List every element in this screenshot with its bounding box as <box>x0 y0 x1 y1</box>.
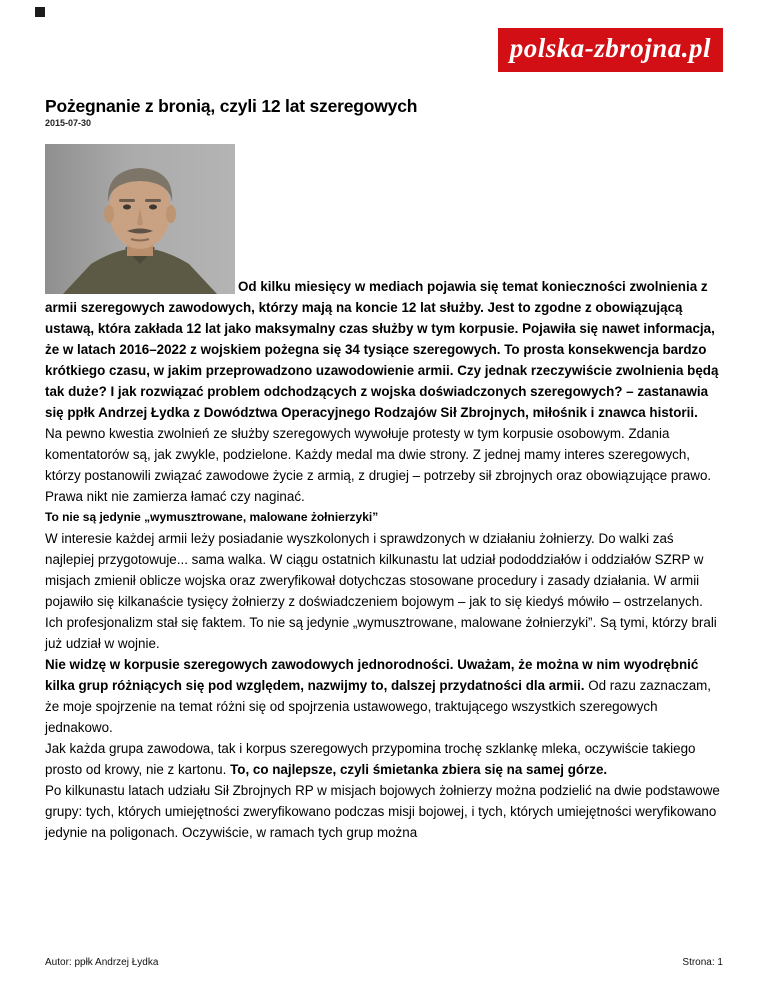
portrait-illustration <box>45 144 235 294</box>
lead-paragraph <box>45 144 723 423</box>
article-content <box>45 96 723 843</box>
brand-logo: polska-zbrojna.pl <box>498 28 723 72</box>
footer-author: Autor: ppłk Andrzej Łydka <box>45 957 159 968</box>
paragraph-3 <box>45 654 723 738</box>
page-footer <box>45 957 723 968</box>
lead-text: Od kilku miesięcy w mediach pojawia się temat konieczności zwolnienia z armii szeregowych zawodowych, którzy mają na koncie 12 lat służby. Jest to zgodne z obowiązującą ustawą, która zakłada 12 lat jako maksymalny czas służby w tym korpusie. Pojawiła się nawet informacja, że w latach 2016–2022 z wojskiem pożegna się 34 tysiące szeregowych. To prosta konsekwencja bardzo krótkiego czasu, w jakim przeprowadzono uzawodowienie armii. Czy jednak rzeczywiście zwolnienia będą tak duże? I jak rozwiązać problem odchodzących z wojska doświadczonych szeregowych? – zastanawia się ppłk Andrzej Łydka z Dowództwa Operacyjnego Rodzajów Sił Zbrojnych, miłośnik i znawca historii. <box>45 279 719 420</box>
paragraph-1: Na pewno kwestia zwolnień ze służby szeregowych wywołuje protesty w tym korpusie osobowym. Zdania komentatorów są, jak zwykle, podzielone. Każdy medal ma dwie strony. Z jednej mamy interes szeregowych, którzy postanowili związać zawodowe życie z armią, z drugiej – potrzeby sił zbrojnych oraz obowiązujące prawo. Prawa nikt nie zamierza łamać czy naginać. <box>45 426 712 504</box>
paragraph-3-rest: Od razu zaznaczam, że moje spojrzenie na temat różni się od spojrzenia ustawowego, traktującego wszystkich szeregowych jednakowo. <box>45 678 712 735</box>
paragraph-2: W interesie każdej armii leży posiadanie wyszkolonych i sprawdzonych w działaniu żołnierzy. Do walki zaś najlepiej przygotowuje... sama walka. W ciągu ostatnich kilkunastu lat udział pododdziałów i oddziałów SZRP w misjach zmienił oblicze wojska oraz zweryfikował dotychczas stosowane procedury i zasady działania. W armii pojawiło się kilkanaście tysięcy żołnierzy z doświadczeniem bojowym – jak to się kiedyś mówiło – ostrzelanych. Ich profesjonalizm stał się faktem. To nie są jedynie „wymusztrowane, malowane żołnierzyki”. Są tymi, którzy brali już udział w wojnie. <box>45 531 717 651</box>
paragraph-5: Po kilkunastu latach udziału Sił Zbrojnych RP w misjach bojowych żołnierzy można podzielić na dwie podstawowe grupy: tych, których umiejętności zweryfikowano podczas misji bojowej, i tych, których umiejętności weryfikowano jedynie na poligonach. Oczywiście, w ramach tych grup można <box>45 783 720 840</box>
page-title: Pożegnanie z bronią, czyli 12 lat szeregowych <box>45 96 418 116</box>
portrait-photo <box>45 144 235 294</box>
paragraph-4-start: Jak każda grupa zawodowa, tak i korpus szeregowych przypomina trochę szklankę mleka, oczywiście takiego prosto od krowy, nie z kartonu. <box>45 741 696 777</box>
section-subheading: To nie są jedynie „wymusztrowane, malowane żołnierzyki” <box>45 510 379 524</box>
paragraph-4-bold: To, co najlepsze, czyli śmietanka zbiera się na samej górze. <box>230 762 608 777</box>
print-corner-mark <box>35 7 45 17</box>
publish-date: 2015-07-30 <box>45 118 92 128</box>
footer-page-number: Strona: 1 <box>682 957 723 968</box>
paragraph-3-bold: Nie widzę w korpusie szeregowych zawodowych jednorodności. Uważam, że można w nim wyodrębnić kilka grup różniących się pod względem, nazwijmy to, dalszej przydatności dla armii. <box>45 657 699 693</box>
paragraph-4 <box>45 738 723 780</box>
article-body <box>45 144 723 843</box>
